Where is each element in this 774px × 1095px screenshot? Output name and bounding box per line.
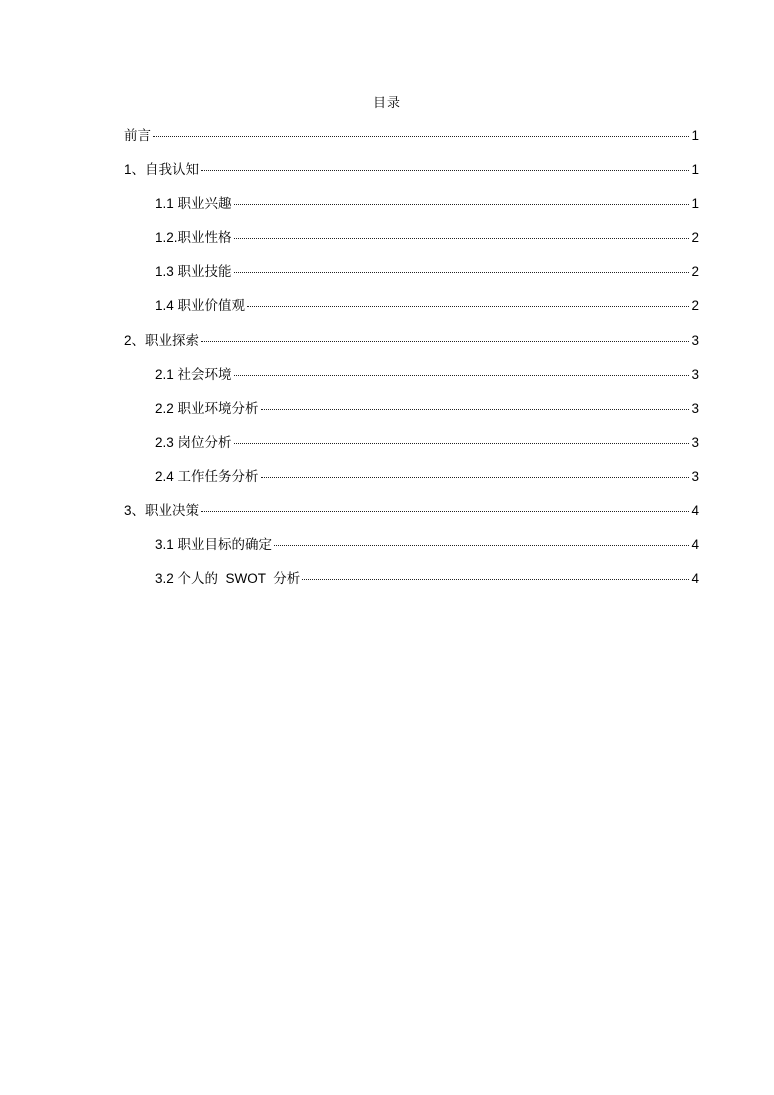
toc-page-number: 1	[691, 128, 699, 143]
dot-leader	[234, 272, 690, 273]
toc-page-number: 3	[691, 366, 699, 382]
toc-entry-swot-analysis[interactable]	[124, 562, 699, 596]
dot-leader	[201, 170, 689, 171]
dot-leader	[201, 341, 689, 342]
dot-leader	[153, 136, 689, 137]
toc-title: 目录	[372, 96, 401, 111]
toc-entry-label: 1.3 职业技能	[155, 264, 232, 280]
toc-entry-career-decision[interactable]	[124, 494, 699, 528]
toc-entry-preface[interactable]	[124, 119, 699, 153]
dot-leader	[234, 375, 690, 376]
toc-page-number: 3	[691, 400, 699, 416]
toc-page-number: 4	[691, 537, 699, 553]
toc-entry-career-exploration[interactable]	[124, 324, 699, 358]
dot-leader	[234, 443, 690, 444]
toc-entry-label: 3.2 个人的 SWOT 分析	[155, 571, 301, 587]
dot-leader	[261, 409, 690, 410]
toc-page-number: 2	[691, 264, 699, 280]
dot-leader	[247, 306, 689, 307]
toc-entry-career-values[interactable]	[124, 289, 699, 323]
toc-entry-task-analysis[interactable]	[124, 460, 699, 494]
toc-entry-label: 2.2 职业环境分析	[155, 400, 259, 416]
toc-page-number: 2	[691, 230, 699, 246]
toc-entry-label: 2.4 工作任务分析	[155, 468, 259, 484]
toc-page-number: 2	[691, 298, 699, 314]
toc-page-number: 4	[691, 571, 699, 587]
dot-leader	[201, 511, 689, 512]
toc-page-number: 3	[691, 434, 699, 450]
toc-entry-career-interest[interactable]	[124, 187, 699, 221]
toc-entry-label: 前言	[124, 128, 151, 143]
dot-leader	[261, 477, 690, 478]
toc-entry-label: 2.1 社会环境	[155, 366, 232, 382]
toc-entry-label: 2、职业探索	[124, 332, 200, 348]
dot-leader	[234, 204, 690, 205]
toc-page-number: 3	[691, 468, 699, 484]
toc-entry-label: 3.1 职业目标的确定	[155, 537, 273, 553]
table-of-contents	[124, 119, 699, 596]
toc-page-number: 4	[691, 503, 699, 519]
toc-entry-social-environment[interactable]	[124, 358, 699, 392]
toc-entry-position-analysis[interactable]	[124, 426, 699, 460]
dot-leader	[234, 238, 690, 239]
toc-entry-label: 3、职业决策	[124, 503, 200, 519]
toc-page-number: 3	[691, 332, 699, 348]
toc-page-number: 1	[691, 162, 699, 178]
dot-leader	[302, 579, 689, 580]
dot-leader	[274, 545, 689, 546]
toc-entry-label: 2.3 岗位分析	[155, 434, 232, 450]
toc-page-number: 1	[691, 196, 699, 212]
toc-entry-label: 1.1 职业兴趣	[155, 196, 232, 212]
toc-entry-self-awareness[interactable]	[124, 153, 699, 187]
toc-entry-label: 1.4 职业价值观	[155, 298, 246, 314]
toc-entry-career-skills[interactable]	[124, 255, 699, 289]
toc-entry-label: 1.2.职业性格	[155, 230, 232, 246]
toc-entry-career-personality[interactable]	[124, 221, 699, 255]
toc-entry-career-goal[interactable]	[124, 528, 699, 562]
toc-entry-career-environment-analysis[interactable]	[124, 392, 699, 426]
toc-entry-label: 1、自我认知	[124, 162, 200, 178]
